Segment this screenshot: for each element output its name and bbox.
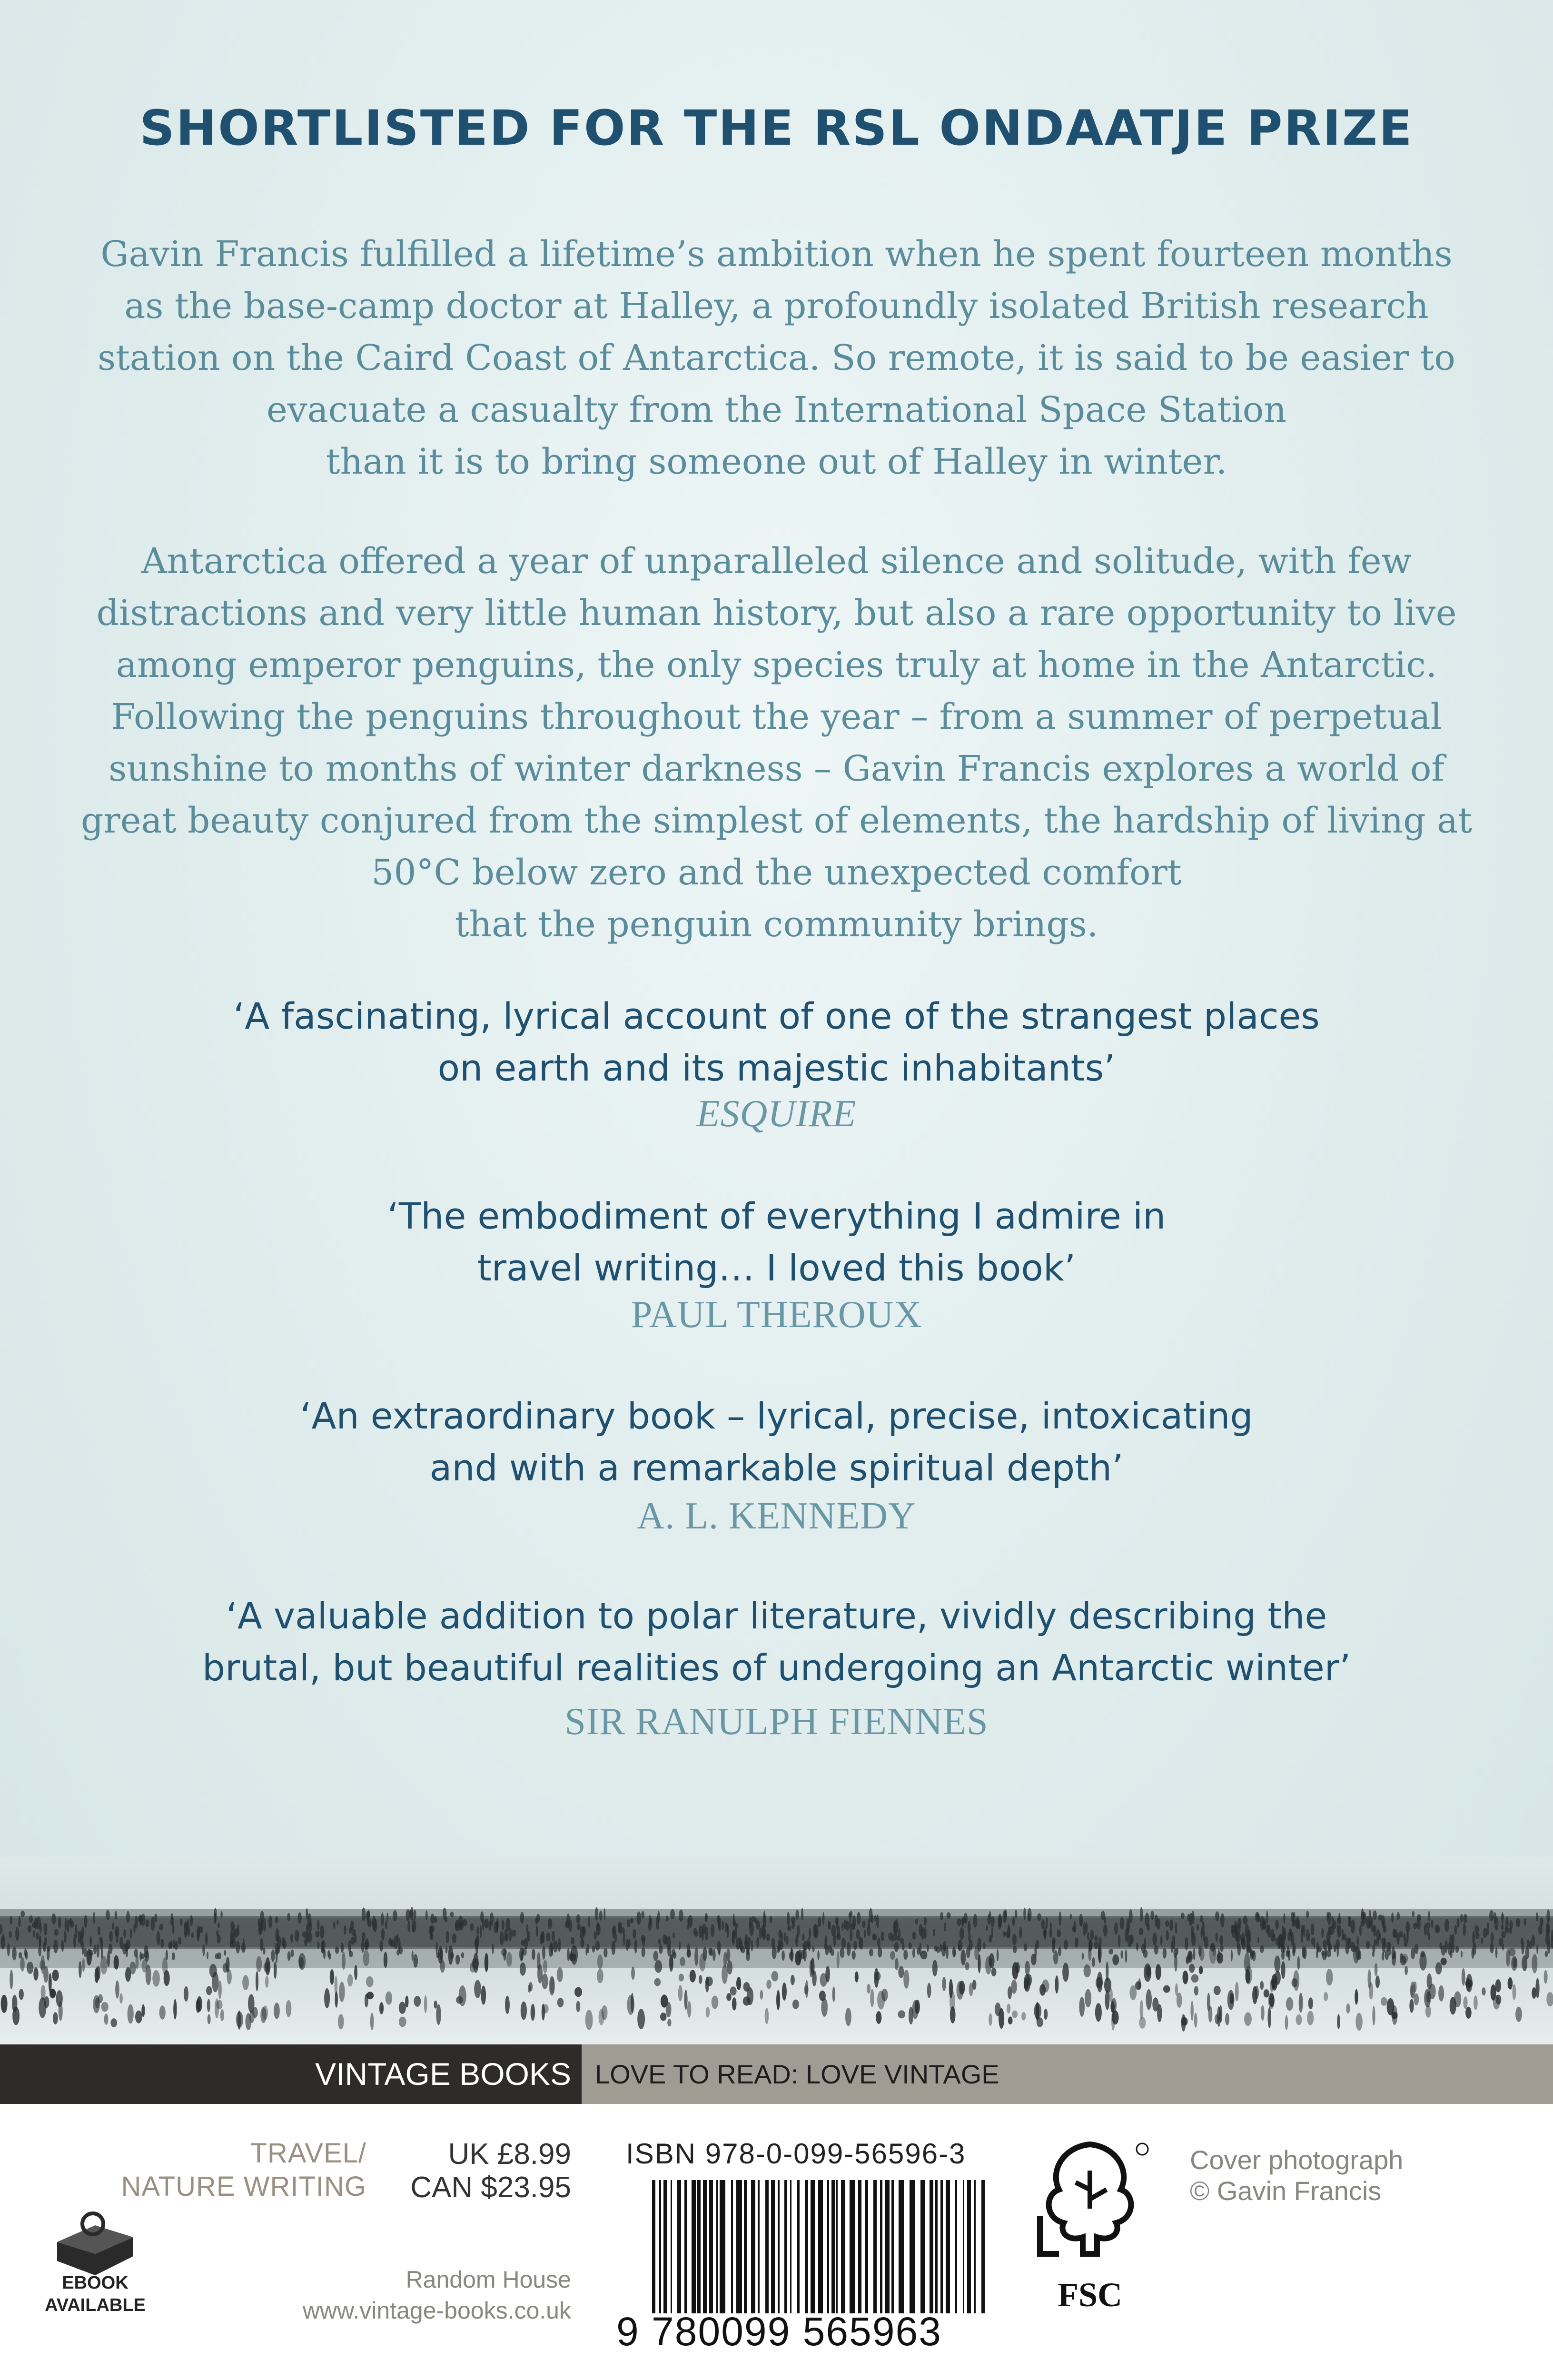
- blurb-line: station on the Caird Coast of Antarctica. So remote, it is said to be easier to: [98, 337, 1455, 378]
- review-source-1: ESQUIRE: [696, 1093, 857, 1135]
- quote-line: travel writing… I loved this book’: [477, 1247, 1076, 1289]
- review-quote-4: [0, 1590, 1553, 1694]
- publisher-name: Random House: [406, 2266, 571, 2293]
- blurb-line: distractions and very little human history, but also a rare opportunity to live: [96, 593, 1457, 634]
- penguin-colony-photo: [0, 1856, 1553, 2044]
- blurb-line: sunshine to months of winter darkness – Gavin Francis explores a world of: [109, 748, 1444, 789]
- blurb-line: Antarctica offered a year of unparalleled silence and solitude, with few: [141, 541, 1412, 582]
- publisher-label: VINTAGE BOOKS: [0, 2044, 581, 2104]
- publisher-website: www.vintage-books.co.uk: [302, 2297, 571, 2324]
- blurb-line: Following the penguins throughout the year – from a summer of perpetual: [111, 696, 1442, 737]
- quote-line: on earth and its majestic inhabitants’: [437, 1047, 1116, 1089]
- barcode-digits: 9 780099 565963: [616, 2309, 942, 2354]
- blurb-line: Gavin Francis fulfilled a lifetime’s ambition when he spent fourteen months: [100, 234, 1453, 275]
- blurb-paragraph-2: [0, 536, 1553, 951]
- price-uk: UK £8.99: [448, 2138, 571, 2171]
- publisher-slogan: LOVE TO READ: LOVE VINTAGE: [582, 2044, 1553, 2104]
- quote-line: and with a remarkable spiritual depth’: [429, 1447, 1124, 1489]
- review-source-4: SIR RANULPH FIENNES: [564, 1701, 989, 1743]
- review-source-2: PAUL THEROUX: [631, 1294, 922, 1336]
- blurb-paragraph-1: [0, 228, 1553, 488]
- review-quote-2: [0, 1190, 1553, 1294]
- isbn: ISBN 978-0-099-56596-3: [626, 2138, 966, 2170]
- prize-heading: SHORTLISTED FOR THE RSL ONDAATJE PRIZE: [139, 100, 1414, 157]
- category-line-2: NATURE WRITING: [121, 2171, 366, 2202]
- photo-credit-line-2: © Gavin Francis: [1190, 2176, 1382, 2206]
- review-quote-3: [0, 1390, 1553, 1494]
- quote-line: ‘A valuable addition to polar literature, vividly describing the: [226, 1595, 1327, 1637]
- blurb-line: as the base-camp doctor at Halley, a profoundly isolated British research: [124, 286, 1429, 327]
- review-source-3: A. L. KENNEDY: [637, 1495, 916, 1537]
- price-can: CAN $23.95: [410, 2171, 571, 2204]
- blurb-line: among emperor penguins, the only species truly at home in the Antarctic.: [116, 645, 1437, 685]
- ebook-label-2: AVAILABLE: [45, 2295, 146, 2315]
- blurb-line: evacuate a casualty from the International Space Station: [266, 389, 1286, 430]
- barcode: [652, 2180, 985, 2313]
- blurb-line: than it is to bring someone out of Halley in winter.: [326, 441, 1227, 482]
- category-line-1: TRAVEL/: [250, 2138, 366, 2169]
- quote-line: ‘A fascinating, lyrical account of one of the strangest places: [233, 995, 1320, 1037]
- photo-credit-line-1: Cover photograph: [1190, 2145, 1404, 2175]
- quote-line: brutal, but beautiful realities of undergoing an Antarctic winter’: [202, 1646, 1351, 1689]
- fsc-label: FSC: [1057, 2276, 1123, 2314]
- quote-line: ‘An extraordinary book – lyrical, precise, intoxicating: [300, 1395, 1253, 1437]
- blurb-line: that the penguin community brings.: [455, 904, 1098, 945]
- publisher-band: [0, 2044, 1553, 2104]
- ebook-label-1: EBOOK: [62, 2273, 129, 2293]
- blurb-line: 50°C below zero and the unexpected comfort: [371, 852, 1182, 893]
- fsc-tree-logo: [1030, 2137, 1149, 2271]
- quote-line: ‘The embodiment of everything I admire in: [387, 1195, 1166, 1237]
- blurb-line: great beauty conjured from the simplest of elements, the hardship of living at: [80, 800, 1473, 841]
- review-quote-1: [0, 990, 1553, 1094]
